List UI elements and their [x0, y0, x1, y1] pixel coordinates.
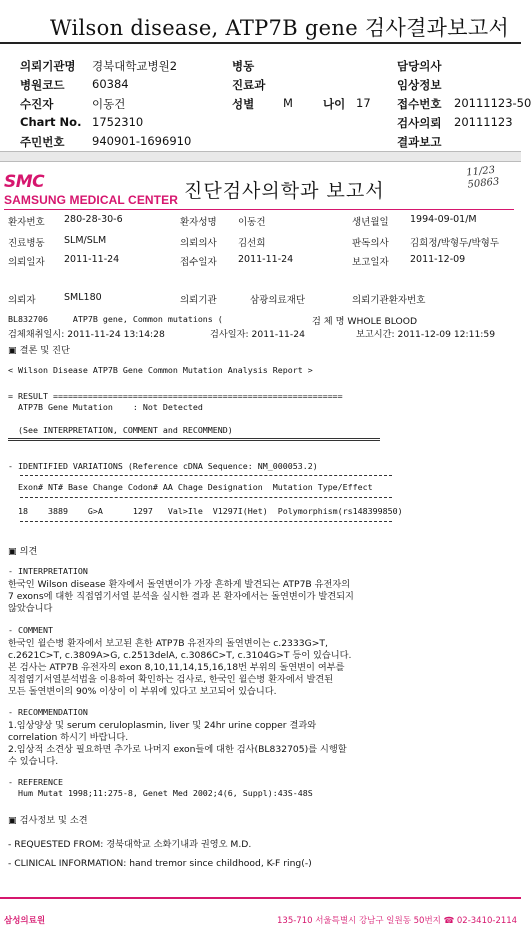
recommendation-line: 1.임상양상 및 serum ceruloplasmin, liver 및 24hr urine copper 결과와: [8, 720, 317, 731]
result-line: ATP7B Gene Mutation : Not Detected: [8, 402, 203, 412]
recommendation-line: 2.임상적 소견상 필요하면 추가로 나머지 exon들에 대한 검사(BL832705)를 시행할: [8, 744, 347, 755]
recommendation-line: 수 있습니다.: [8, 756, 59, 767]
info-label-requester: 의뢰자: [8, 295, 36, 306]
result-footer-rule: [8, 438, 380, 441]
summary-label-resident-no: 주민번호: [20, 135, 65, 149]
comment-title: - COMMENT: [8, 625, 53, 635]
reference-title: - REFERENCE: [8, 777, 63, 787]
info-value-report-date: 2011-12-09: [410, 254, 466, 265]
reference-line: Hum Mutat 1998;11:275-8, Genet Med 2002;4(6, Suppl):43S-48S: [8, 788, 313, 798]
hospital-name: SAMSUNG MEDICAL CENTER: [4, 193, 178, 207]
recommendation-line: correlation 하시기 바랍니다.: [8, 732, 129, 743]
summary-label-doctor: 담당의사: [397, 59, 442, 73]
page-title: Wilson disease, ATP7B gene 검사결과보고서: [50, 16, 510, 40]
info-label-patient-no: 환자번호: [8, 217, 45, 228]
info-label-report-date: 보고일자: [352, 257, 389, 268]
info-value-request-date: 2011-11-24: [64, 254, 120, 265]
summary-label-chart-no: Chart No.: [20, 115, 82, 129]
requested-from: - REQUESTED FROM: 경북대학교 소화기내과 권영오 M.D.: [8, 839, 252, 850]
report-title: 진단검사의학과 보고서: [184, 180, 385, 202]
footer-hospital: 삼성의료원: [4, 916, 46, 926]
info-label-patient-name: 환자성명: [180, 217, 217, 228]
comment-line: 직접염기서열분석법을 이용하여 확인하는 검사로, 한국인 윌슨병 환자에서 발견된: [8, 674, 334, 685]
recommendation-title: - RECOMMENDATION: [8, 707, 88, 717]
header-divider: [4, 209, 514, 210]
table-rule-bottom: [20, 521, 392, 522]
section-separator: [0, 151, 521, 162]
info-label-ward: 진료병동: [8, 238, 45, 249]
summary-value-resident-no: 940901-1696910: [92, 134, 192, 148]
info-value-requesting-doctor: 김선희: [238, 238, 266, 249]
collection-time: 검체채취일시: 2011-11-24 13:14:28: [8, 329, 165, 340]
test-date: 검사일자: 2011-11-24: [210, 329, 305, 340]
summary-label-result-report: 결과보고: [397, 135, 442, 149]
summary-label-ward: 병동: [232, 59, 255, 73]
footer-address: 135-710 서울특별시 강남구 일원동 50번지 ☎ 02-3410-2114: [277, 916, 518, 926]
summary-value-age: 17: [356, 96, 371, 110]
report-time: 보고시간: 2011-12-09 12:11:59: [356, 329, 496, 340]
interpretation-title: - INTERPRETATION: [8, 566, 88, 576]
specimen-name: 검 체 명 WHOLE BLOOD: [312, 316, 418, 327]
identified-variations-title: - IDENTIFIED VARIATIONS (Reference cDNA Sequence: NM_000053.2): [8, 461, 318, 471]
info-value-patient-name: 이동건: [238, 217, 266, 228]
comment-line: 모든 돌연변이의 90% 이상이 이 부위에 있다고 보고되어 있습니다.: [8, 686, 277, 697]
result-header: = RESULT ==========================================================: [8, 391, 343, 401]
handwritten-number: 50863: [467, 176, 500, 191]
summary-value-sex: M: [283, 96, 293, 110]
variation-table-row: 18 3889 G>A 1297 Val>Ile V1297I(Het) Polymorphism(rs148399850): [8, 506, 403, 516]
summary-value-chart-no: 1752310: [92, 115, 144, 129]
summary-value-patient: 이동건: [92, 97, 126, 111]
summary-label-age: 나이: [323, 97, 346, 111]
handwritten-date: 11/23: [465, 164, 496, 179]
info-value-requesting-institution: 삼광의료재단: [250, 295, 306, 306]
variation-table-header: Exon# NT# Base Change Codon# AA Chage Designation Mutation Type/Effect: [8, 482, 373, 492]
summary-value-request: 20111123: [454, 115, 513, 129]
summary-label-sex: 성별: [232, 97, 255, 111]
summary-label-patient: 수진자: [20, 97, 54, 111]
clinical-information: - CLINICAL INFORMATION: hand tremor since childhood, K-F ring(-): [8, 858, 312, 869]
test-info-title: ▣ 검사정보 및 소견: [8, 815, 88, 826]
info-label-institution-patient-no: 의뢰기관환자번호: [352, 295, 426, 306]
info-label-requesting-institution: 의뢰기관: [180, 295, 217, 306]
info-value-requester: SML180: [64, 292, 102, 303]
summary-header: [0, 0, 531, 158]
footer-divider: [0, 897, 521, 899]
smc-logo: SMC: [4, 172, 45, 192]
comment-line: 한국인 윌슨병 환자에서 보고된 흔한 ATP7B 유전자의 돌연변이는 c.2333G>T,: [8, 638, 328, 649]
see-note: (See INTERPRETATION, COMMENT and RECOMMEND): [8, 425, 233, 435]
test-name: BL832706 ATP7B gene, Common mutations (: [8, 314, 223, 324]
summary-value-hospital-code: 60384: [92, 77, 129, 91]
summary-label-hospital-code: 병원코드: [20, 78, 65, 92]
section-conclusion-title: ▣ 결론 및 진단: [8, 345, 70, 356]
summary-label-institution: 의뢰기관명: [20, 59, 76, 73]
info-value-patient-no: 280-28-30-6: [64, 214, 123, 225]
summary-value-institution: 경북대학교병원2: [92, 59, 178, 73]
interpretation-line: 한국인 Wilson disease 환자에서 돌연변이가 가장 흔하게 발견되는 ATP7B 유전자의: [8, 579, 351, 590]
lab-report: [0, 162, 521, 929]
summary-value-reception-no: 20111123-50: [454, 96, 531, 110]
opinion-title: ▣ 의견: [8, 546, 38, 557]
summary-label-department: 진료과: [232, 78, 266, 92]
interpretation-line: 않았습니다: [8, 603, 53, 614]
comment-line: c.2621C>T, c.3809A>G, c.2513delA, c.3086C>T, c.3104G>T 등이 있습니다.: [8, 650, 352, 661]
info-label-reception-date: 접수일자: [180, 257, 217, 268]
table-rule-mid: [20, 497, 392, 498]
info-value-reading-doctor: 김희정/박형두/박형두: [410, 238, 499, 249]
handwritten-note: [466, 164, 500, 191]
summary-label-clinical-info: 임상정보: [397, 78, 442, 92]
info-label-requesting-doctor: 의뢰의사: [180, 238, 217, 249]
summary-label-reception-no: 접수번호: [397, 97, 442, 111]
title-divider: [0, 42, 521, 44]
table-rule-top: [20, 475, 392, 476]
summary-label-request: 검사의뢰: [397, 116, 442, 130]
analysis-report-title: < Wilson Disease ATP7B Gene Common Mutation Analysis Report >: [8, 365, 313, 375]
info-label-reading-doctor: 판독의사: [352, 238, 389, 249]
info-label-request-date: 의뢰일자: [8, 257, 45, 268]
interpretation-line: 7 exons에 대한 직접염기서열 분석을 실시한 결과 본 환자에서는 돌연변이가 발견되지: [8, 591, 354, 602]
comment-line: 본 검사는 ATP7B 유전자의 exon 8,10,11,14,15,16,18번 부위의 돌연변이 여부를: [8, 662, 345, 673]
info-value-dob: 1994-09-01/M: [410, 214, 477, 225]
info-value-ward: SLM/SLM: [64, 235, 107, 246]
info-label-dob: 생년월일: [352, 217, 389, 228]
info-value-reception-date: 2011-11-24: [238, 254, 294, 265]
